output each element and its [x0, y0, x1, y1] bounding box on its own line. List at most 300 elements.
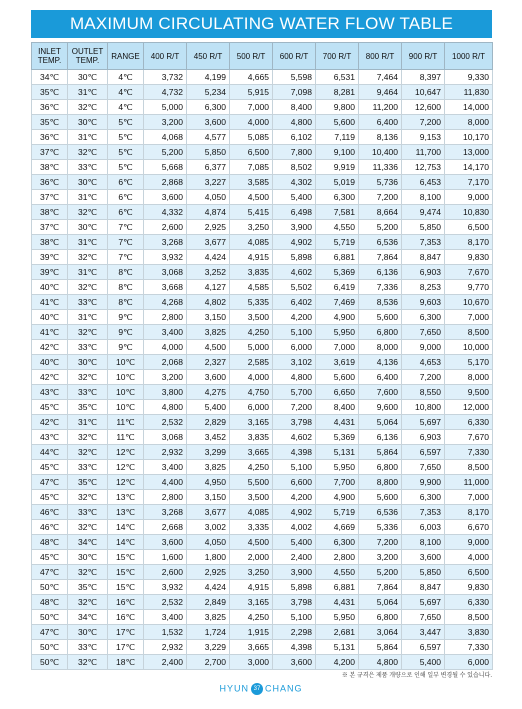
flow-value-cell: 3,668 [144, 280, 187, 295]
flow-value-cell: 5,668 [144, 160, 187, 175]
column-header-label: INLET [38, 47, 61, 56]
temp-cell: 33℃ [68, 340, 108, 355]
temp-cell: 30℃ [68, 115, 108, 130]
flow-value-cell: 9,603 [402, 295, 445, 310]
flow-value-cell: 6,800 [359, 460, 402, 475]
flow-value-cell: 6,000 [273, 340, 316, 355]
flow-value-cell: 6,000 [230, 400, 273, 415]
temp-cell: 30℃ [68, 625, 108, 640]
table-body [32, 70, 493, 670]
flow-value-cell: 3,600 [144, 190, 187, 205]
flow-value-cell: 5,898 [273, 580, 316, 595]
flow-value-cell: 8,664 [359, 205, 402, 220]
flow-value-cell: 4,874 [187, 205, 230, 220]
column-header-label: 800 R/T [365, 51, 395, 61]
temp-cell: 32℃ [68, 430, 108, 445]
flow-value-cell: 6,000 [445, 655, 493, 670]
flow-value-cell: 9,830 [445, 250, 493, 265]
flow-value-cell: 4,250 [230, 325, 273, 340]
flow-value-cell: 3,500 [230, 490, 273, 505]
temp-cell: 45℃ [32, 400, 68, 415]
flow-value-cell: 4,800 [273, 370, 316, 385]
flow-value-cell: 5,600 [316, 115, 359, 130]
flow-value-cell: 6,300 [316, 535, 359, 550]
temp-cell: 35℃ [68, 400, 108, 415]
temp-cell: 35℃ [32, 85, 68, 100]
flow-value-cell: 3,068 [144, 265, 187, 280]
flow-value-cell: 3,268 [144, 235, 187, 250]
temp-cell: 15℃ [108, 550, 144, 565]
flow-value-cell: 9,100 [316, 145, 359, 160]
flow-value-cell: 5,131 [316, 640, 359, 655]
table-row [32, 550, 493, 565]
temp-cell: 32℃ [68, 565, 108, 580]
flow-value-cell: 5,950 [316, 325, 359, 340]
table-row [32, 325, 493, 340]
flow-value-cell: 9,000 [445, 535, 493, 550]
flow-value-cell: 2,800 [144, 310, 187, 325]
table-row [32, 295, 493, 310]
flow-value-cell: 3,400 [144, 610, 187, 625]
flow-value-cell: 1,532 [144, 625, 187, 640]
temp-cell: 32℃ [68, 250, 108, 265]
flow-value-cell: 5,850 [402, 220, 445, 235]
flow-value-cell: 3,002 [187, 520, 230, 535]
flow-value-cell: 3,732 [144, 70, 187, 85]
flow-value-cell: 7,119 [316, 130, 359, 145]
temp-cell: 31℃ [68, 235, 108, 250]
flow-value-cell: 5,415 [230, 205, 273, 220]
flow-value-cell: 10,000 [445, 340, 493, 355]
temp-cell: 9℃ [108, 325, 144, 340]
temp-cell: 43℃ [32, 430, 68, 445]
flow-value-cell: 7,000 [230, 100, 273, 115]
flow-value-cell: 3,665 [230, 445, 273, 460]
flow-value-cell: 4,302 [273, 175, 316, 190]
flow-value-cell: 4,275 [187, 385, 230, 400]
flow-value-cell: 4,136 [359, 355, 402, 370]
flow-value-cell: 5,600 [316, 370, 359, 385]
flow-value-cell: 4,915 [230, 250, 273, 265]
temp-cell: 32℃ [68, 655, 108, 670]
flow-value-cell: 5,200 [359, 220, 402, 235]
temp-cell: 35℃ [68, 580, 108, 595]
flow-value-cell: 5,600 [359, 490, 402, 505]
temp-cell: 10℃ [108, 400, 144, 415]
temp-cell: 46℃ [32, 505, 68, 520]
flow-value-cell: 3,452 [187, 430, 230, 445]
flow-value-cell: 4,950 [187, 475, 230, 490]
column-header-label: OUTLET [71, 47, 104, 56]
flow-value-cell: 3,150 [187, 490, 230, 505]
temp-cell: 10℃ [108, 355, 144, 370]
flow-value-cell: 8,397 [402, 70, 445, 85]
flow-value-cell: 7,098 [273, 85, 316, 100]
column-header [108, 43, 144, 70]
flow-value-cell: 4,332 [144, 205, 187, 220]
temp-cell: 32℃ [68, 100, 108, 115]
flow-value-cell: 10,170 [445, 130, 493, 145]
temp-cell: 31℃ [68, 265, 108, 280]
flow-value-cell: 4,199 [187, 70, 230, 85]
flow-value-cell: 3,102 [273, 355, 316, 370]
flow-value-cell: 2,600 [144, 565, 187, 580]
flow-value-cell: 7,581 [316, 205, 359, 220]
flow-value-cell: 3,798 [273, 595, 316, 610]
temp-cell: 33℃ [68, 460, 108, 475]
flow-value-cell: 12,000 [445, 400, 493, 415]
flow-value-cell: 7,650 [402, 610, 445, 625]
column-header [68, 43, 108, 70]
temp-cell: 31℃ [68, 415, 108, 430]
table-row [32, 250, 493, 265]
table-row [32, 130, 493, 145]
temp-cell: 36℃ [32, 100, 68, 115]
flow-value-cell: 5,700 [273, 385, 316, 400]
temp-cell: 37℃ [32, 220, 68, 235]
flow-value-cell: 2,298 [273, 625, 316, 640]
table-row [32, 565, 493, 580]
temp-cell: 5℃ [108, 130, 144, 145]
temp-cell: 39℃ [32, 265, 68, 280]
flow-value-cell: 3,900 [273, 220, 316, 235]
temp-cell: 38℃ [32, 235, 68, 250]
flow-value-cell: 4,585 [230, 280, 273, 295]
flow-value-cell: 3,585 [230, 175, 273, 190]
flow-value-cell: 7,800 [273, 145, 316, 160]
table-row [32, 640, 493, 655]
flow-value-cell: 1,724 [187, 625, 230, 640]
flow-value-cell: 6,500 [445, 565, 493, 580]
temp-cell: 48℃ [32, 535, 68, 550]
flow-value-cell: 7,650 [402, 460, 445, 475]
table-row [32, 475, 493, 490]
flow-value-cell: 3,619 [316, 355, 359, 370]
temp-cell: 8℃ [108, 280, 144, 295]
flow-value-cell: 5,064 [359, 595, 402, 610]
flow-value-cell: 3,825 [187, 325, 230, 340]
flow-value-cell: 14,170 [445, 160, 493, 175]
temp-cell: 7℃ [108, 235, 144, 250]
flow-value-cell: 2,068 [144, 355, 187, 370]
temp-cell: 12℃ [108, 445, 144, 460]
temp-cell: 16℃ [108, 610, 144, 625]
flow-value-cell: 5,898 [273, 250, 316, 265]
temp-cell: 36℃ [32, 130, 68, 145]
temp-cell: 15℃ [108, 565, 144, 580]
flow-value-cell: 11,336 [359, 160, 402, 175]
flow-value-cell: 5,502 [273, 280, 316, 295]
flow-value-cell: 3,335 [230, 520, 273, 535]
temp-cell: 15℃ [108, 580, 144, 595]
flow-value-cell: 3,600 [273, 655, 316, 670]
temp-cell: 12℃ [108, 475, 144, 490]
flow-value-cell: 4,653 [402, 355, 445, 370]
flow-value-cell: 3,825 [187, 610, 230, 625]
flow-value-cell: 5,950 [316, 610, 359, 625]
temp-cell: 47℃ [32, 625, 68, 640]
flow-value-cell: 2,000 [230, 550, 273, 565]
temp-cell: 38℃ [32, 205, 68, 220]
flow-value-cell: 6,500 [230, 145, 273, 160]
temp-cell: 42℃ [32, 370, 68, 385]
flow-value-cell: 10,830 [445, 205, 493, 220]
flow-value-cell: 5,200 [144, 145, 187, 160]
table-row [32, 220, 493, 235]
flow-value-cell: 7,330 [445, 640, 493, 655]
temp-cell: 32℃ [68, 595, 108, 610]
temp-cell: 35℃ [32, 115, 68, 130]
temp-cell: 37℃ [32, 190, 68, 205]
flow-value-cell: 4,000 [230, 370, 273, 385]
flow-value-cell: 6,300 [402, 490, 445, 505]
flow-value-cell: 8,100 [402, 190, 445, 205]
flow-value-cell: 5,085 [230, 130, 273, 145]
flow-value-cell: 3,835 [230, 430, 273, 445]
flow-value-cell: 6,300 [402, 310, 445, 325]
flow-value-cell: 4,800 [144, 400, 187, 415]
flow-value-cell: 3,600 [187, 115, 230, 130]
flow-value-cell: 3,150 [187, 310, 230, 325]
temp-cell: 30℃ [68, 70, 108, 85]
flow-value-cell: 2,532 [144, 415, 187, 430]
flow-value-cell: 3,600 [187, 370, 230, 385]
flow-value-cell: 5,369 [316, 430, 359, 445]
flow-value-cell: 8,136 [359, 130, 402, 145]
flow-value-cell: 2,327 [187, 355, 230, 370]
flow-value-cell: 2,829 [187, 415, 230, 430]
flow-value-cell: 4,800 [273, 115, 316, 130]
flow-value-cell: 9,000 [445, 190, 493, 205]
table-row [32, 430, 493, 445]
table-row [32, 235, 493, 250]
flow-value-cell: 5,400 [402, 655, 445, 670]
temp-cell: 5℃ [108, 115, 144, 130]
flow-value-cell: 7,200 [359, 190, 402, 205]
flow-value-cell: 2,400 [144, 655, 187, 670]
temp-cell: 30℃ [68, 355, 108, 370]
table-row [32, 85, 493, 100]
flow-value-cell: 7,650 [402, 325, 445, 340]
flow-value-cell: 3,600 [144, 535, 187, 550]
flow-value-cell: 5,719 [316, 235, 359, 250]
flow-value-cell: 3,835 [230, 265, 273, 280]
flow-value-cell: 7,464 [359, 70, 402, 85]
table-row [32, 385, 493, 400]
table-row [32, 100, 493, 115]
table-row [32, 370, 493, 385]
flow-value-cell: 5,200 [359, 565, 402, 580]
flow-value-cell: 8,400 [273, 100, 316, 115]
flow-value-cell: 6,536 [359, 235, 402, 250]
flow-value-cell: 4,200 [273, 310, 316, 325]
flow-value-cell: 4,431 [316, 415, 359, 430]
flow-value-cell: 5,864 [359, 640, 402, 655]
flow-value-cell: 4,900 [316, 490, 359, 505]
flow-value-cell: 7,353 [402, 235, 445, 250]
flow-value-cell: 5,719 [316, 505, 359, 520]
temp-cell: 8℃ [108, 265, 144, 280]
flow-value-cell: 1,915 [230, 625, 273, 640]
temp-cell: 40℃ [32, 310, 68, 325]
temp-cell: 45℃ [32, 490, 68, 505]
flow-value-cell: 4,424 [187, 580, 230, 595]
temp-cell: 33℃ [68, 385, 108, 400]
temp-cell: 32℃ [68, 445, 108, 460]
temp-cell: 11℃ [108, 430, 144, 445]
flow-value-cell: 3,500 [230, 310, 273, 325]
column-header-label: 900 R/T [408, 51, 438, 61]
temp-cell: 4℃ [108, 70, 144, 85]
flow-value-cell: 3,068 [144, 430, 187, 445]
flow-value-cell: 9,800 [316, 100, 359, 115]
flow-value-cell: 12,600 [402, 100, 445, 115]
flow-value-cell: 5,170 [445, 355, 493, 370]
table-row [32, 505, 493, 520]
flow-value-cell: 4,732 [144, 85, 187, 100]
temp-cell: 17℃ [108, 625, 144, 640]
flow-value-cell: 3,200 [144, 115, 187, 130]
flow-value-cell: 10,647 [402, 85, 445, 100]
flow-value-cell: 6,419 [316, 280, 359, 295]
table-row [32, 355, 493, 370]
flow-value-cell: 2,932 [144, 445, 187, 460]
flow-value-cell: 3,665 [230, 640, 273, 655]
flow-value-cell: 6,300 [187, 100, 230, 115]
flow-value-cell: 9,330 [445, 70, 493, 85]
flow-value-cell: 3,600 [402, 550, 445, 565]
flow-value-cell: 4,085 [230, 235, 273, 250]
temp-cell: 5℃ [108, 160, 144, 175]
flow-value-cell: 8,281 [316, 85, 359, 100]
flow-value-cell: 9,464 [359, 85, 402, 100]
table-row [32, 610, 493, 625]
column-header-sublabel: TEMP. [37, 56, 62, 65]
temp-cell: 33℃ [68, 505, 108, 520]
column-header [187, 43, 230, 70]
flow-value-cell: 6,498 [273, 205, 316, 220]
flow-value-cell: 3,165 [230, 415, 273, 430]
temp-cell: 42℃ [32, 415, 68, 430]
flow-value-cell: 5,100 [273, 325, 316, 340]
temp-cell: 38℃ [32, 160, 68, 175]
flow-value-cell: 7,864 [359, 250, 402, 265]
flow-value-cell: 6,670 [445, 520, 493, 535]
temp-cell: 32℃ [68, 205, 108, 220]
footnote: ※ 본 규격은 제품 개량으로 인해 일부 변경될 수 있습니다. [341, 673, 492, 679]
flow-value-cell: 6,881 [316, 580, 359, 595]
flow-value-cell: 3,400 [144, 325, 187, 340]
table-title: MAXIMUM CIRCULATING WATER FLOW TABLE [31, 10, 492, 38]
flow-value-cell: 3,400 [144, 460, 187, 475]
flow-value-cell: 7,200 [273, 400, 316, 415]
flow-value-cell: 7,200 [402, 115, 445, 130]
temp-cell: 36℃ [32, 175, 68, 190]
flow-value-cell: 4,431 [316, 595, 359, 610]
flow-value-cell: 4,002 [273, 520, 316, 535]
table-row [32, 175, 493, 190]
temp-cell: 13℃ [108, 490, 144, 505]
temp-cell: 4℃ [108, 85, 144, 100]
table-row [32, 655, 493, 670]
table-row [32, 340, 493, 355]
table-row [32, 190, 493, 205]
flow-value-cell: 8,000 [445, 370, 493, 385]
table-row [32, 490, 493, 505]
flow-value-cell: 4,200 [273, 490, 316, 505]
flow-value-cell: 1,800 [187, 550, 230, 565]
flow-value-cell: 6,102 [273, 130, 316, 145]
flow-value-cell: 4,665 [230, 70, 273, 85]
temp-cell: 18℃ [108, 655, 144, 670]
temp-cell: 6℃ [108, 190, 144, 205]
flow-value-cell: 5,400 [187, 400, 230, 415]
flow-value-cell: 8,500 [445, 325, 493, 340]
temp-cell: 32℃ [68, 370, 108, 385]
flow-value-cell: 3,677 [187, 235, 230, 250]
flow-value-cell: 3,798 [273, 415, 316, 430]
column-header-label: RANGE [111, 51, 140, 61]
flow-value-cell: 3,064 [359, 625, 402, 640]
flow-value-cell: 11,830 [445, 85, 493, 100]
flow-value-cell: 4,085 [230, 505, 273, 520]
flow-value-cell: 1,600 [144, 550, 187, 565]
temp-cell: 35℃ [68, 475, 108, 490]
flow-value-cell: 7,353 [402, 505, 445, 520]
flow-value-cell: 4,400 [144, 475, 187, 490]
temp-cell: 31℃ [68, 190, 108, 205]
flow-value-cell: 4,500 [187, 340, 230, 355]
flow-value-cell: 6,136 [359, 265, 402, 280]
flow-value-cell: 4,050 [187, 190, 230, 205]
flow-value-cell: 4,915 [230, 580, 273, 595]
company-logo [0, 683, 522, 695]
flow-value-cell: 4,398 [273, 640, 316, 655]
flow-value-cell: 7,170 [445, 175, 493, 190]
temp-cell: 9℃ [108, 310, 144, 325]
flow-value-cell: 4,050 [187, 535, 230, 550]
column-header [273, 43, 316, 70]
flow-value-cell: 8,170 [445, 235, 493, 250]
flow-value-cell: 7,670 [445, 265, 493, 280]
flow-value-cell: 7,864 [359, 580, 402, 595]
flow-value-cell: 5,598 [273, 70, 316, 85]
column-header-label: 1000 R/T [452, 51, 485, 61]
table-row [32, 160, 493, 175]
flow-value-cell: 5,100 [273, 610, 316, 625]
flow-value-cell: 2,800 [144, 490, 187, 505]
flow-value-cell: 4,669 [316, 520, 359, 535]
table-row [32, 280, 493, 295]
flow-value-cell: 9,500 [445, 385, 493, 400]
table-row [32, 625, 493, 640]
flow-value-cell: 5,850 [402, 565, 445, 580]
flow-value-cell: 7,469 [316, 295, 359, 310]
flow-value-cell: 5,336 [359, 520, 402, 535]
flow-value-cell: 4,902 [273, 235, 316, 250]
column-header [402, 43, 445, 70]
flow-value-cell: 8,170 [445, 505, 493, 520]
flow-value-cell: 6,400 [359, 370, 402, 385]
temp-cell: 13℃ [108, 505, 144, 520]
table-row [32, 145, 493, 160]
flow-value-cell: 6,500 [445, 220, 493, 235]
flow-value-cell: 2,925 [187, 565, 230, 580]
flow-value-cell: 8,500 [445, 460, 493, 475]
flow-value-cell: 5,400 [273, 535, 316, 550]
flow-value-cell: 6,800 [359, 325, 402, 340]
temp-cell: 45℃ [32, 460, 68, 475]
